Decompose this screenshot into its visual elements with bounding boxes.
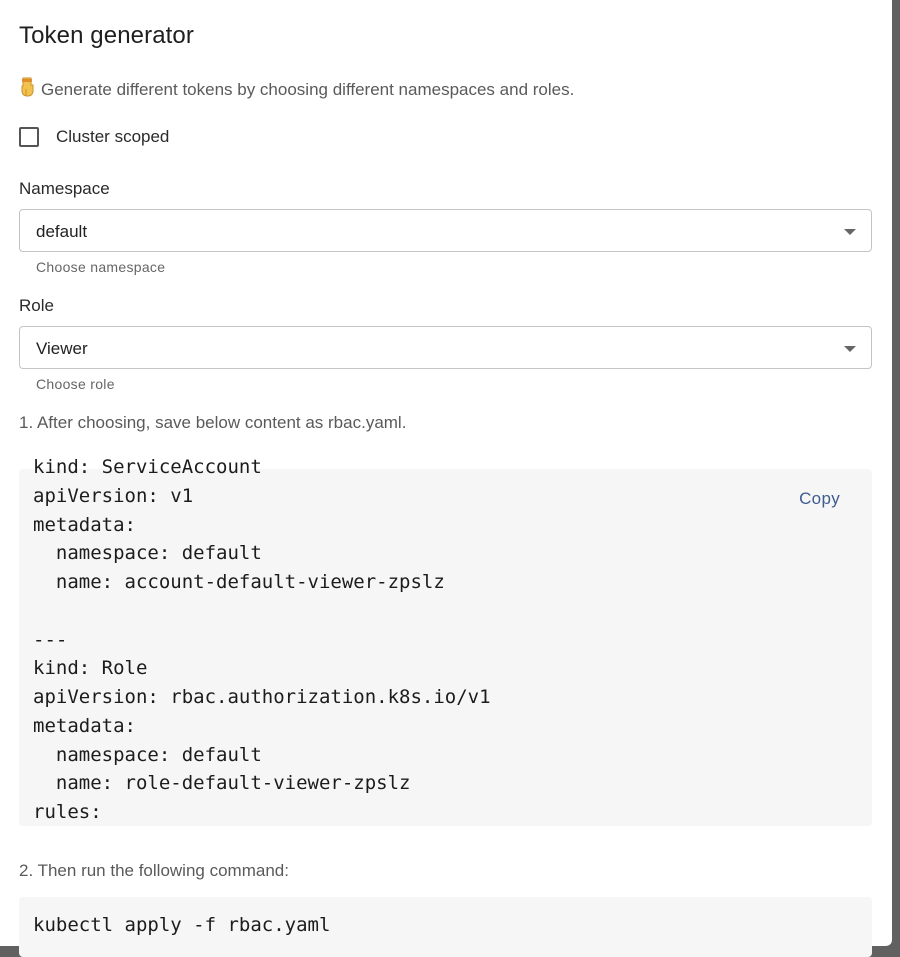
code-line: name: role-default-viewer-zpslz [33, 772, 411, 795]
cluster-scoped-label: Cluster scoped [56, 127, 170, 146]
code-line [33, 597, 491, 626]
code-line: rules: [33, 801, 102, 823]
code-line: apiVersion: v1 [33, 484, 194, 507]
code-line: namespace: default [33, 743, 262, 766]
cluster-scoped-checkbox[interactable] [19, 127, 39, 147]
code-line: namespace: default [33, 542, 262, 565]
yaml-code-block[interactable] [19, 456, 872, 826]
code-line: metadata: [33, 513, 136, 536]
command-code-lines [33, 911, 330, 940]
role-select-value: Viewer [36, 339, 88, 358]
command-code-block[interactable] [19, 897, 872, 957]
chevron-down-icon [844, 229, 856, 235]
hand-pointing-down-icon [19, 77, 37, 102]
role-label: Role [19, 296, 54, 315]
code-line: --- [33, 628, 68, 651]
code-line: kubectl apply -f rbac.yaml [33, 914, 331, 936]
role-helper-text: Choose role [36, 376, 115, 392]
hint-text-row [19, 77, 574, 102]
cluster-scoped-toggle[interactable] [19, 127, 169, 147]
copy-button[interactable]: Copy [799, 489, 840, 508]
code-line: kind: ServiceAccount [33, 456, 262, 478]
step-one-instruction: 1. After choosing, save below content as rbac.yaml. [19, 413, 407, 432]
step-two-instruction: 2. Then run the following command: [19, 861, 289, 880]
namespace-label: Namespace [19, 179, 110, 198]
code-line: kind: Role [33, 657, 148, 680]
namespace-helper-text: Choose namespace [36, 259, 166, 275]
hint-text: Generate different tokens by choosing different namespaces and roles. [41, 79, 575, 99]
chevron-down-icon [844, 346, 856, 352]
namespace-select-value: default [36, 222, 88, 241]
code-line: name: account-default-viewer-zpslz [33, 571, 445, 593]
code-line: apiVersion: rbac.authorization.k8s.io/v1 [33, 686, 491, 708]
yaml-code-lines [33, 453, 491, 827]
role-select[interactable] [19, 326, 872, 369]
namespace-select[interactable] [19, 209, 872, 252]
dialog-title: Token generator [19, 22, 194, 49]
code-line: metadata: [33, 714, 136, 737]
